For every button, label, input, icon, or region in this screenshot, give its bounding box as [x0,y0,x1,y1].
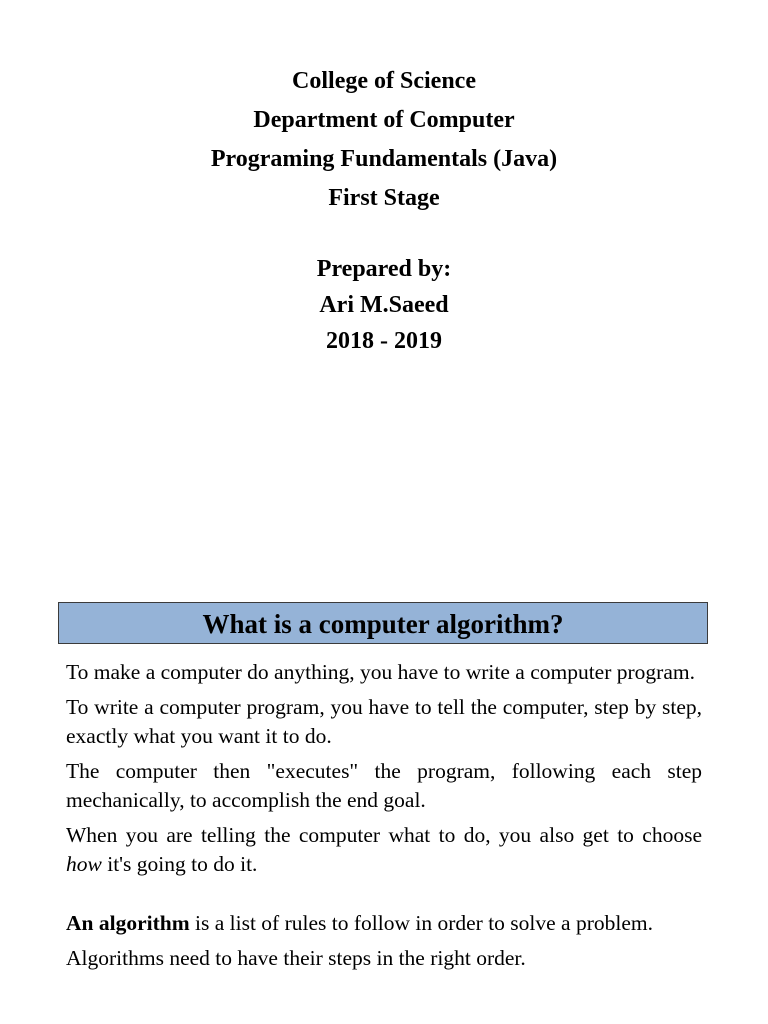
prepared-by-block [0,252,768,360]
algorithm-term: An algorithm [66,911,190,935]
author-name: Ari M.Saeed [319,292,449,318]
stage-name: First Stage [328,185,440,211]
course-name: Programing Fundamentals (Java) [210,146,558,172]
paragraph-6: Algorithms need to have their steps in the right order. [66,946,526,970]
paragraph-2: To write a computer program, you have to tell the computer, step by step, exactly what you want it to do. [66,695,702,748]
college-name: College of Science [292,68,476,94]
paragraph-4 [66,821,702,879]
section-heading: What is a computer algorithm? [58,602,708,644]
paragraph-5 [66,909,702,938]
paragraph-3: The computer then "executes" the program, following each step mechanically, to accomplish the end goal. [66,759,702,812]
paragraph-4-end: it's going to do it. [101,852,258,876]
paragraph-4-start: When you are telling the computer what to do, you also get to choose [66,823,702,847]
paragraph-4-emphasis: how [66,852,102,876]
paragraph-1: To make a computer do anything, you have to write a computer program. [66,660,695,684]
prepared-by-label: Prepared by: [316,256,452,282]
document-title-block [0,63,768,219]
academic-year: 2018 - 2019 [326,328,442,354]
department-name: Department of Computer [253,107,515,133]
algorithm-definition: is a list of rules to follow in order to solve a problem. [189,911,653,935]
body-text [66,658,702,979]
